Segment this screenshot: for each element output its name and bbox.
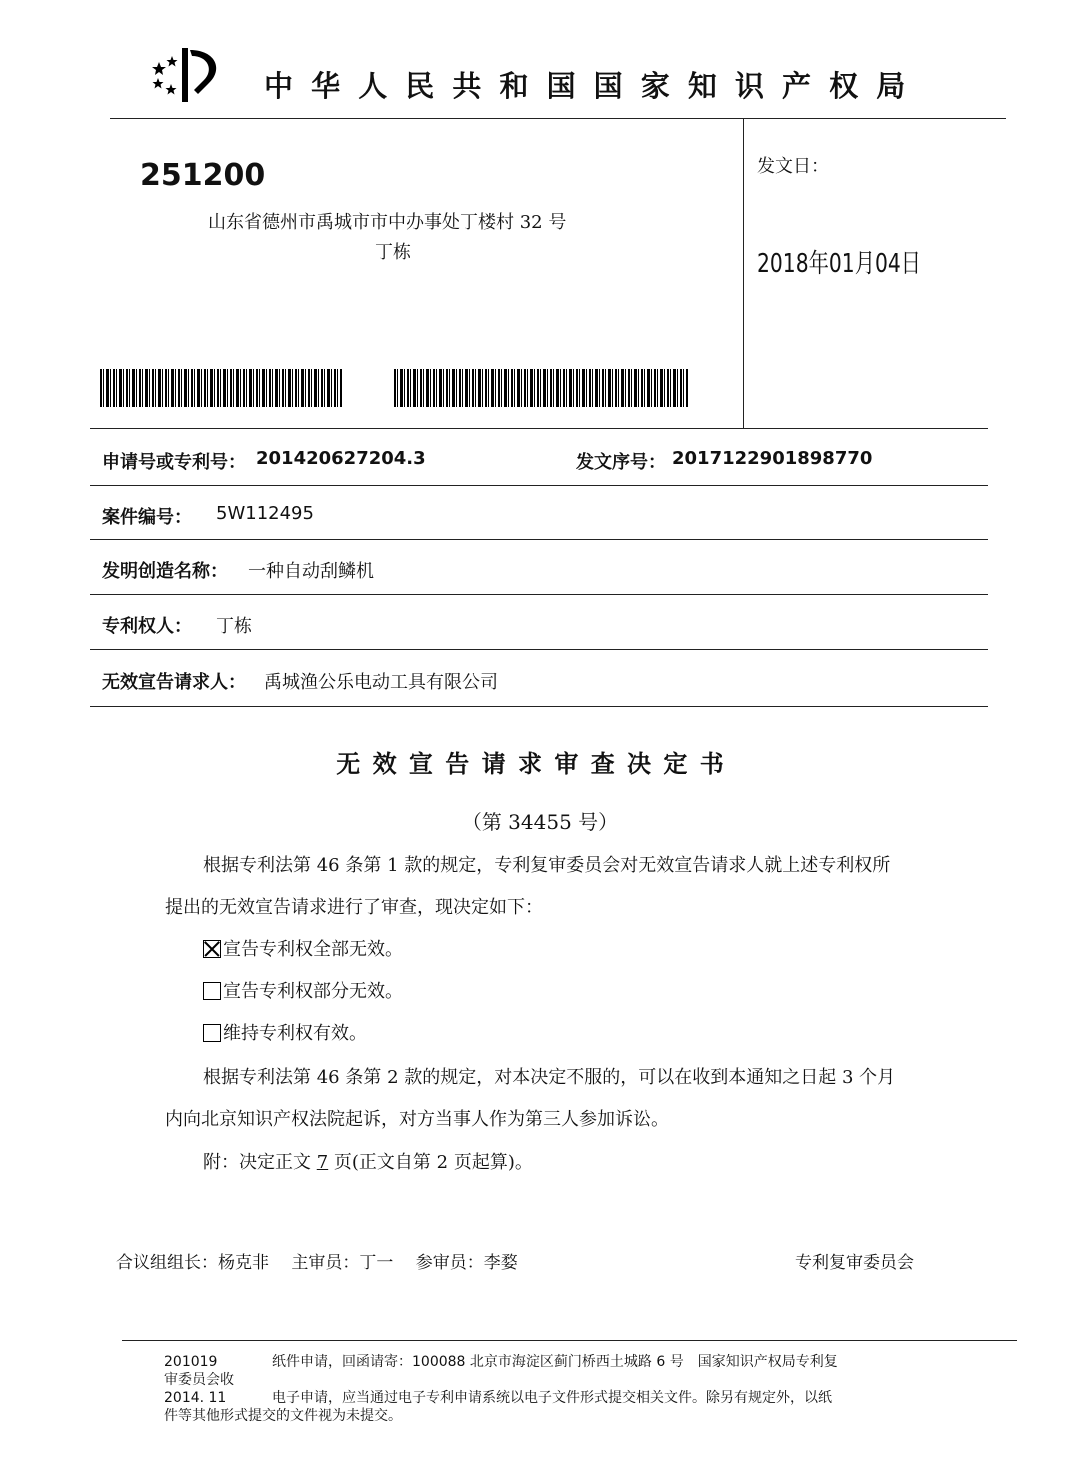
requester-label: 无效宣告请求人： [102,672,246,693]
option-maintain-label: 维持专利权有效。 [223,1023,367,1044]
footer-text-2-line-1: 电子申请，应当通过电子专利申请系统以电子文件形式提交相关文件。除另有规定外，以纸 [272,1390,832,1406]
footer-code-1: 201019 [164,1354,218,1370]
footer-text-1-line-2: 审委员会收 [164,1372,234,1388]
serial-no-value: 2017122901898770 [672,448,873,469]
patentee-value: 丁栋 [216,616,252,637]
patentee-label: 专利权人： [102,616,192,637]
row-divider-3 [90,594,988,595]
attachment-prefix: 附：决定正文 [203,1152,317,1173]
decision-title: 无 效 宣 告 请 求 审 查 决 定 书 [336,750,726,778]
board-name: 专利复审委员会 [795,1253,914,1273]
application-no-value: 201420627204.3 [256,448,426,469]
recipient-name: 丁栋 [375,242,411,263]
cnipa-logo-icon [142,40,228,110]
row-divider-5 [90,706,988,707]
application-no-label: 申请号或专利号： [102,452,246,473]
panel-members: 合议组组长：杨克非 主审员：丁一 参审员：李婺 [116,1253,518,1273]
invention-name-value: 一种自动刮鳞机 [248,561,374,582]
attachment-suffix: 页(正文自第 2 页起算)。 [328,1152,533,1173]
row-divider-2 [90,539,988,540]
attachment-line [203,1148,533,1174]
decision-number: （第 34455 号） [461,810,619,834]
paragraph-1-line-1: 根据专利法第 46 条第 1 款的规定，专利复审委员会对无效宣告请求人就上述专利权所 [203,855,891,876]
case-no-value: 5W112495 [216,503,314,524]
address-bottom-divider [90,428,988,429]
row-divider-4 [90,649,988,650]
requester-value: 禹城渔公乐电动工具有限公司 [264,672,498,693]
checkbox-empty-icon [203,982,221,1000]
footer-code-2: 2014. 11 [164,1390,227,1406]
checkbox-checked-icon [203,940,221,958]
paragraph-1-line-2: 提出的无效宣告请求进行了审查，现决定如下： [165,897,543,918]
footer-text-2-line-2: 件等其他形式提交的文件视为未提交。 [164,1408,402,1424]
office-name-heading: 中 华 人 民 共 和 国 国 家 知 识 产 权 局 [264,69,910,103]
date-box-divider [743,118,744,428]
option-invalidate-partial [203,977,403,1003]
attachment-pages: 7 [316,1152,329,1173]
paragraph-2-line-1: 根据专利法第 46 条第 2 款的规定，对本决定不服的，可以在收到本通知之日起 3 个月 [203,1067,896,1088]
option-invalidate-all [203,935,403,961]
invention-name-label: 发明创造名称： [102,561,228,582]
checkbox-empty-icon [203,1024,221,1042]
paragraph-2-line-2: 内向北京知识产权法院起诉，对方当事人作为第三人参加诉讼。 [165,1109,669,1130]
footer-divider [122,1340,1017,1341]
issue-date-value: 2018年01月04日 [757,249,922,279]
footer-text-1-line-1: 纸件申请，回函请寄：100088 北京市海淀区蓟门桥西土城路 6 号 国家知识产权局专利复 [272,1354,838,1370]
issue-date-label: 发文日： [757,156,829,177]
serial-no-label: 发文序号： [576,452,666,473]
recipient-address: 山东省德州市禹城市市中办事处丁楼村 32 号 [208,212,567,233]
row-divider-1 [90,485,988,486]
case-no-label: 案件编号： [102,507,192,528]
option-invalidate-partial-label: 宣告专利权部分无效。 [223,981,403,1002]
option-maintain [203,1019,367,1045]
postcode: 251200 [140,158,266,193]
option-invalidate-all-label: 宣告专利权全部无效。 [223,939,403,960]
header-divider [110,118,1006,119]
barcode-left [100,369,342,407]
barcode-right [394,369,688,407]
